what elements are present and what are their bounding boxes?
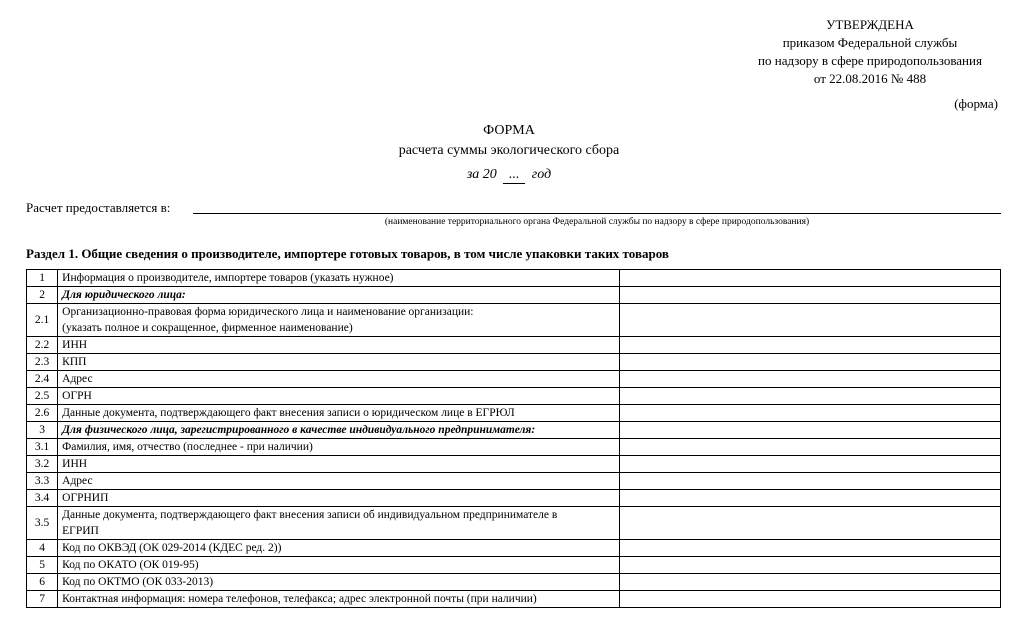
row-value-field[interactable] xyxy=(620,337,1001,354)
year-line xyxy=(0,167,1018,184)
section-title: Раздел 1. Общие сведения о производителе, импортере готовых товаров, в том числе упаковки таких товаров xyxy=(26,246,669,261)
row-value-field[interactable] xyxy=(620,557,1001,574)
year-suffix: год xyxy=(531,167,552,182)
row-number: 4 xyxy=(27,540,58,557)
table-row xyxy=(27,287,1001,304)
table-row xyxy=(27,591,1001,608)
table-row xyxy=(27,270,1001,287)
table-row xyxy=(27,304,1001,337)
row-number: 5 xyxy=(27,557,58,574)
approval-line: от 22.08.2016 № 488 xyxy=(813,71,927,86)
row-number: 2.1 xyxy=(27,304,58,337)
row-label xyxy=(58,507,620,540)
row-value-field[interactable] xyxy=(620,456,1001,473)
row-label-text-cont: ЕГРИП xyxy=(62,525,99,537)
submission-field[interactable] xyxy=(193,213,1001,214)
submission-label: Расчет предоставляется в: xyxy=(26,200,171,215)
row-label-text: ОГРНИП xyxy=(62,492,109,504)
row-label-text: Данные документа, подтверждающего факт внесения записи о юридическом лице в ЕГРЮЛ xyxy=(62,407,515,419)
table-row xyxy=(27,557,1001,574)
form-note: (форма) xyxy=(954,96,998,111)
row-label xyxy=(58,337,620,354)
form-subtitle: расчета суммы экологического сбора xyxy=(398,143,620,158)
row-number: 3 xyxy=(27,422,58,439)
row-value-field[interactable] xyxy=(620,473,1001,490)
row-number: 3.5 xyxy=(27,507,58,540)
row-label-text: ИНН xyxy=(62,458,88,470)
row-label-text: Контактная информация: номера телефонов, телефакса; адрес электронной почты (при наличии) xyxy=(62,593,537,605)
row-label-text: КПП xyxy=(62,356,87,368)
row-number: 2.6 xyxy=(27,405,58,422)
row-label xyxy=(58,270,620,287)
table-row xyxy=(27,388,1001,405)
approval-line: приказом Федеральной службы xyxy=(782,35,958,50)
approval-line: УТВЕРЖДЕНА xyxy=(826,17,914,32)
row-label xyxy=(58,557,620,574)
row-value-field[interactable] xyxy=(620,388,1001,405)
row-label xyxy=(58,591,620,608)
row-label xyxy=(58,405,620,422)
row-label-text-cont: (указать полное и сокращенное, фирменное наименование) xyxy=(62,322,353,334)
row-number: 2.4 xyxy=(27,371,58,388)
row-number: 3.3 xyxy=(27,473,58,490)
row-label-text: Адрес xyxy=(62,373,93,385)
year-prefix: за 20 xyxy=(466,167,497,182)
row-value-field[interactable] xyxy=(620,405,1001,422)
table-row xyxy=(27,540,1001,557)
row-number: 7 xyxy=(27,591,58,608)
row-value-field[interactable] xyxy=(620,270,1001,287)
row-label xyxy=(58,304,620,337)
row-value-field[interactable] xyxy=(620,439,1001,456)
row-value-field[interactable] xyxy=(620,422,1001,439)
row-number: 6 xyxy=(27,574,58,591)
general-info-table xyxy=(26,269,1001,608)
form-title: ФОРМА xyxy=(483,123,535,138)
row-label-text: Адрес xyxy=(62,475,93,487)
table-row xyxy=(27,507,1001,540)
row-number: 2 xyxy=(27,287,58,304)
row-label-text: Для юридического лица: xyxy=(62,289,186,301)
row-value-field[interactable] xyxy=(620,490,1001,507)
row-label-text: Информация о производителе, импортере товаров (указать нужное) xyxy=(62,272,394,284)
row-label xyxy=(58,388,620,405)
row-number: 3.1 xyxy=(27,439,58,456)
row-value-field[interactable] xyxy=(620,574,1001,591)
row-label-text: Фамилия, имя, отчество (последнее - при наличии) xyxy=(62,441,313,453)
row-label-text: ОГРН xyxy=(62,390,92,402)
row-label-text: Код по ОКАТО (ОК 019-95) xyxy=(62,559,199,571)
approval-line: по надзору в сфере природопользования xyxy=(758,53,982,68)
row-value-field[interactable] xyxy=(620,354,1001,371)
table-row xyxy=(27,574,1001,591)
table-row xyxy=(27,473,1001,490)
row-label xyxy=(58,354,620,371)
row-number: 3.2 xyxy=(27,456,58,473)
table-row xyxy=(27,439,1001,456)
row-label xyxy=(58,439,620,456)
row-label-text: Код по ОКТМО (ОК 033-2013) xyxy=(62,576,214,588)
row-label-text: Организационно-правовая форма юридического лица и наименование организации: xyxy=(62,306,474,318)
table-row xyxy=(27,405,1001,422)
row-label xyxy=(58,490,620,507)
row-label xyxy=(58,287,620,304)
submission-caption: (наименование территориального органа Федеральной службы по надзору в сфере природопользования) xyxy=(384,217,810,227)
row-value-field[interactable] xyxy=(620,507,1001,540)
table-row xyxy=(27,371,1001,388)
row-label-text: Для физического лица, зарегистрированного в качестве индивидуального предпринимателя: xyxy=(62,424,536,436)
row-label-text: Данные документа, подтверждающего факт внесения записи об индивидуальном предпринимателе в xyxy=(62,509,558,521)
row-number: 1 xyxy=(27,270,58,287)
row-number: 2.5 xyxy=(27,388,58,405)
row-label xyxy=(58,456,620,473)
row-label xyxy=(58,422,620,439)
row-label xyxy=(58,371,620,388)
table-row xyxy=(27,422,1001,439)
approval-stamp xyxy=(740,16,1000,88)
row-label xyxy=(58,574,620,591)
table-row xyxy=(27,490,1001,507)
table-row xyxy=(27,456,1001,473)
row-value-field[interactable] xyxy=(620,371,1001,388)
row-number: 2.3 xyxy=(27,354,58,371)
row-number: 3.4 xyxy=(27,490,58,507)
year-blank-field[interactable]: ... xyxy=(503,167,525,184)
row-label xyxy=(58,540,620,557)
table-row xyxy=(27,354,1001,371)
row-label-text: Код по ОКВЭД (ОК 029-2014 (КДЕС ред. 2)) xyxy=(62,542,282,554)
row-label xyxy=(58,473,620,490)
table-row xyxy=(27,337,1001,354)
row-value-field[interactable] xyxy=(620,287,1001,304)
row-value-field[interactable] xyxy=(620,591,1001,608)
row-value-field[interactable] xyxy=(620,304,1001,337)
row-label-text: ИНН xyxy=(62,339,88,351)
row-number: 2.2 xyxy=(27,337,58,354)
row-value-field[interactable] xyxy=(620,540,1001,557)
